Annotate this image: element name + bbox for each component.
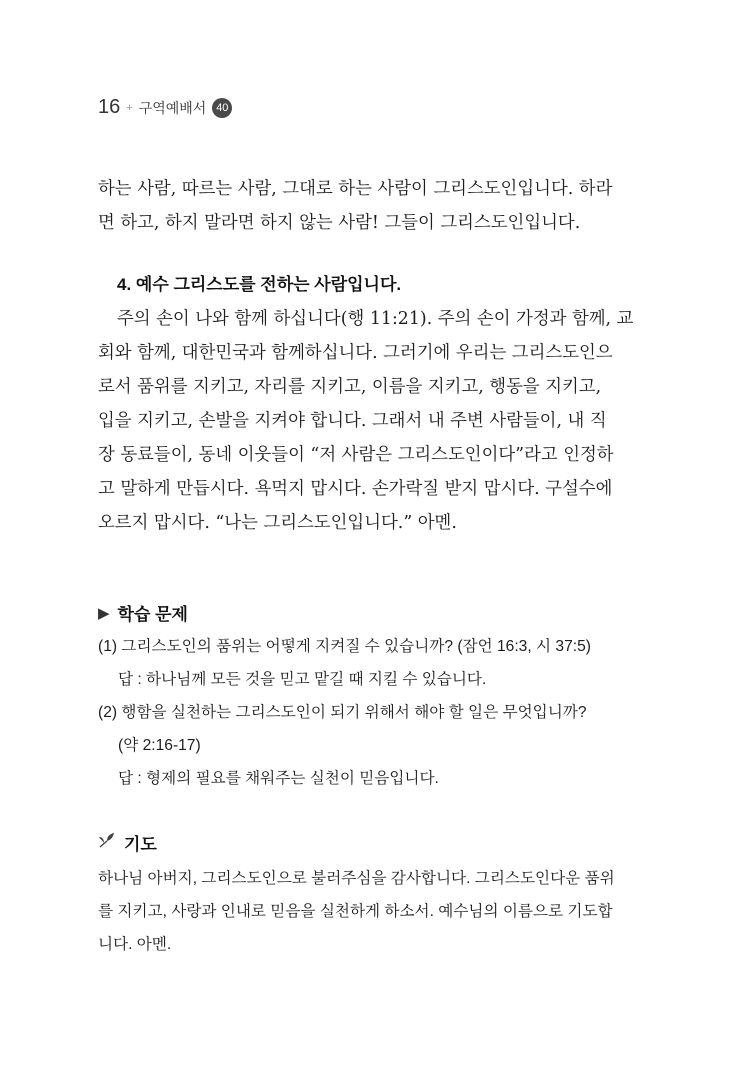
triangle-right-icon: ▶ bbox=[98, 604, 110, 622]
text-line: 니다. 아멘. bbox=[98, 936, 172, 953]
text-line: 장 동료들이, 동네 이웃들이 “저 사람은 그리스도인이다”라고 인정하 bbox=[98, 445, 614, 465]
page-number: 16 bbox=[98, 96, 121, 118]
answer-1: 답 : 하나님께 모든 것을 믿고 맡길 때 지킬 수 있습니다. bbox=[118, 671, 487, 688]
paragraph-intro bbox=[98, 172, 638, 240]
header-separator: + bbox=[126, 101, 133, 114]
question-2: (2) 행함을 실천하는 그리스도인이 되기 위해서 해야 할 일은 무엇입니까? bbox=[98, 704, 587, 721]
prayer-text bbox=[98, 862, 643, 961]
text-line: 오르지 맙시다. “나는 그리스도인입니다.” 아멘. bbox=[98, 513, 457, 533]
question-1: (1) 그리스도인의 품위는 어떻게 지켜질 수 있습니까? (잠언 16:3, 시 37:5) bbox=[98, 638, 591, 655]
text-line: 회와 함께, 대한민국과 함께하십니다. 그러기에 우리는 그리스도인으 bbox=[98, 343, 613, 363]
text-line: 입을 지키고, 손발을 지켜야 합니다. 그래서 내 주변 사람들이, 내 직 bbox=[98, 411, 607, 431]
text-line: 하나님 아버지, 그리스도인으로 불러주심을 감사합니다. 그리스도인다운 품위 bbox=[98, 870, 615, 887]
study-title: 학습 문제 bbox=[117, 605, 188, 624]
paragraph-section-4 bbox=[98, 302, 638, 540]
leaf-icon bbox=[98, 832, 116, 853]
text-line: 를 지키고, 사랑과 인내로 믿음을 실천하게 하소서. 예수님의 이름으로 기도합 bbox=[98, 903, 613, 920]
book-title: 구역예배서 bbox=[138, 99, 207, 116]
text-line: 하는 사람, 따르는 사람, 그대로 하는 사람이 그리스도인입니다. 하라 bbox=[98, 179, 613, 199]
page-header bbox=[98, 96, 232, 119]
text-line: 면 하고, 하지 말라면 하지 않는 사람! 그들이 그리스도인입니다. bbox=[98, 213, 581, 233]
prayer-heading bbox=[98, 830, 157, 855]
question-2-reference: (약 2:16-17) bbox=[118, 737, 201, 754]
answer-2: 답 : 형제의 필요를 채워주는 실천이 믿음입니다. bbox=[118, 770, 439, 787]
text-line: 고 말하게 만듭시다. 욕먹지 맙시다. 손가락질 받지 맙시다. 구설수에 bbox=[98, 479, 613, 499]
prayer-title: 기도 bbox=[124, 835, 157, 854]
text-line: 주의 손이 나와 함께 하십니다(행 11:21). 주의 손이 가정과 함께, 교 bbox=[117, 309, 634, 329]
leaf-icon-svg bbox=[98, 832, 116, 848]
study-questions-heading bbox=[98, 600, 188, 625]
section-heading-4: 4. 예수 그리스도를 전하는 사람입니다. bbox=[117, 275, 402, 294]
text-line: 로서 품위를 지키고, 자리를 지키고, 이름을 지키고, 행동을 지키고, bbox=[98, 377, 602, 397]
volume-badge: 40 bbox=[212, 98, 232, 118]
